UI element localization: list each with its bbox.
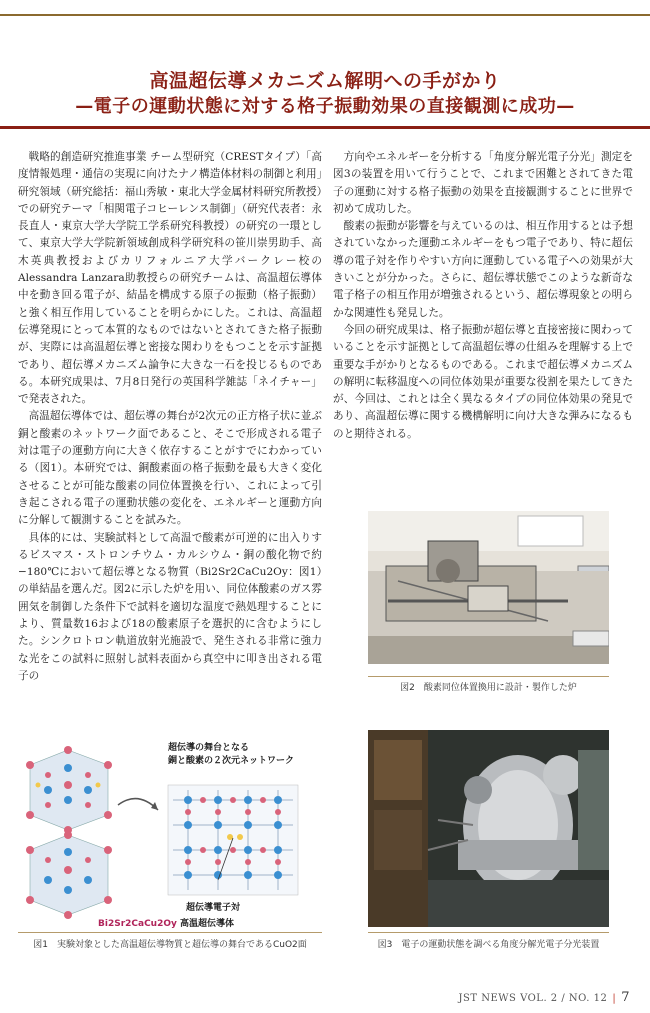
page-number: 7 [621,990,630,1005]
left-column [18,149,322,685]
cuo2-network [168,785,298,895]
figure-3-caption: 図3 電子の運動状態を調べる角度分解光電子分光装置 [377,940,600,950]
network-label-line2: 銅と酸素の２次元ネットワーク [168,756,295,766]
page-title: 高温超伝導メカニズム解明への手がかり [149,70,501,92]
pair-label: 超伝導電子対 [186,903,241,913]
unit-cell-upper [26,746,112,834]
paragraph: 具体的には、実験試料として高温で酸素が可逆的に出入りするビスマス・ストロンチウム・カルシウム・銅の酸化物で約−180℃において超伝導となる物質（Bi2Sr2CaCu2Oy：図1）の単結晶を選んだ。図2に示した炉を用い、同位体酸素のガス雰囲気を制御した条件下で試料を適切な温度で熱処理することにより、質量数16および18の酸素原子を選択的に含むようにした。シンクロトロン軌道放射光施設で、発生される非常に強力な光をこの試料に照射し試料表面から真空中に叩き出される電子の [18,531,322,682]
figure-2-furnace-photo [368,511,609,664]
footer-separator: | [612,993,617,1004]
figure-1-caption-rule [18,932,322,933]
paragraph: 高温超伝導体では、超伝導の舞台が2次元の正方格子状に並ぶ銅と酸素のネットワーク面であること、そこで形成される電子対は電子の運動方向に大きく依存することがすでにわかっている（図1）。本研究では、銅酸素面の格子振動を最も大きく変化させることが可能な酸素の同位体置換を行い、これによって引き起こされる電子の運動状態の変化を、エネルギーと運動方向に分解して観測することを試みた。 [18,410,322,527]
paragraph: 今回の研究成果は、格子振動が超伝導と直接密接に関わっていることを示す証拠として高温超伝導の仕組みを理解する上で重要な手がかりとなるものである。これまで超伝導メカニズムの解明に転移温度への同位体効果が重要な役割を果たしてきたが、今回は、これとは全く異なるタイプの同位体効果の発見であり、高温超伝導に関する機構解明に向け大きな弾みになるものと期待される。 [333,323,633,440]
unit-cell-lower [26,831,112,919]
paragraph: 戦略的創造研究推進事業 チーム型研究（CRESTタイプ）「高度情報処理・通信の実現に向けたナノ構造体材料の制御と利用」研究領域（研究総括：福山秀敏・東北大学金属材料研究所教授）での研究テーマ「相関電子コヒーレンス制御」（研究代表者：永長直人・東京大学大学院工学系研究科教授）の研究の一環として、東京大学大学院新領域創成科学研究科の笹川崇男助手、高木英典教授およびカリフォルニア大学バークレー校のAlessandra Lanzara助教授らの研究チームは、高温超伝導体中を動き回る電子が、結晶を構成する原子の振動（格子振動）と強く相互作用していることを明らかにした。これは、高温超伝導発現にとって本質的なものではないとされてきた格子振動が、実際には高温超伝導と密接な関わりをもつことを示す証拠であり、超伝導メカニズム論争に大きな一石を投じるものである。本研究成果は、7月8日発行の英国科学雑誌「ネイチャー」で発表された。 [18,151,322,406]
figure-2-caption: 図2 酸素同位体置換用に設計・製作した炉 [400,683,577,693]
material-formula: Bi2Sr2CaCu2Oy [98,919,177,929]
figure-1-caption: 図1 実験対象とした高温超伝導物質と超伝導の舞台であるCuO2面 [33,940,307,950]
right-column [333,149,633,443]
network-label-line1: 超伝導の舞台となる [168,743,250,753]
top-rule [0,14,650,16]
title-rule [0,126,650,129]
publication-name: JST NEWS VOL. 2 / NO. 12 [458,993,608,1004]
paragraph: 方向やエネルギーを分析する「角度分解光電子分光」測定を図3の装置を用いて行うことで、これまで困難とされてきた電子の運動に対する格子振動の効果を直接観測することに世界で初めて成功した。 [333,151,633,215]
page-subtitle: —電子の運動状態に対する格子振動効果の直接観測に成功— [75,96,575,117]
furnace-photo-illustration [368,511,609,664]
figure-2-caption-rule [368,676,609,677]
page-footer [459,990,631,1005]
figure-3-caption-rule [368,932,609,933]
crystal-structure-illustration [18,730,322,930]
figure-3-apparatus-photo [368,730,609,927]
apparatus-photo-illustration [368,730,609,927]
paragraph: 酸素の振動が影響を与えているのは、相互作用するとは予想されていなかった運動エネルギーをもつ電子であり、特に超伝導の電子対を作りやすい方向に運動している電子への効果が大きいことが分かった。さらに、超伝導状態でこのような新奇な電子格子の相互作用が増強されるという、超伝導現象との明らかな関連性も発見した。 [333,220,633,319]
material-label: 高温超伝導体 [180,919,235,929]
figure-1-structure-diagram [18,730,322,930]
